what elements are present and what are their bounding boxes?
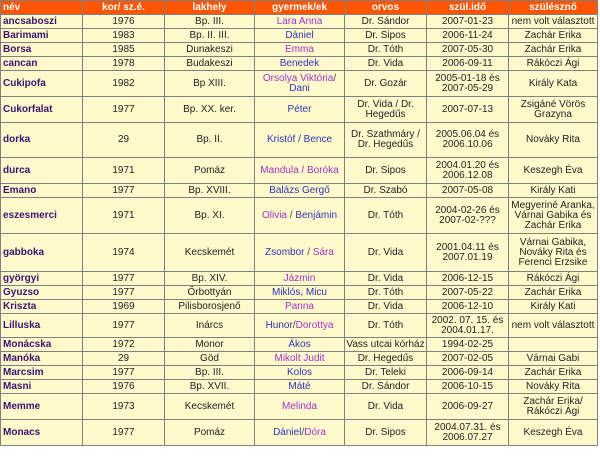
cell-doctor: Dr. Gozár [345,71,427,97]
cell-children [255,394,345,420]
table-row [1,286,598,300]
cell-birth-date: 2007-02-05 [427,352,509,366]
cell-midwife: Várnai Gabika, Nováky Rita és Ferenci Erzsike [509,234,598,272]
child-name: Lara Anna [276,15,323,27]
cell-midwife: Zachár Erika [509,29,598,43]
cell-place: Bp. XIV. [165,272,255,286]
table-row [1,57,598,71]
cell-age: 1973 [83,394,165,420]
cell-name: Barimami [1,29,83,43]
cell-name: dorka [1,123,83,158]
cell-age: 1977 [83,366,165,380]
cell-midwife: Megyeriné Aranka, Várnai Gabika és Zachár Erika [509,198,598,234]
cell-children [255,366,345,380]
cell-place: Bp. II. III. [165,29,255,43]
cell-age: 1977 [83,184,165,198]
cell-age: 1985 [83,43,165,57]
cell-name: Masni [1,380,83,394]
cell-name: Marcsim [1,366,83,380]
cell-place: Bp. III. [165,15,255,29]
child-name: Benjámin [295,209,338,221]
table-row [1,123,598,158]
cell-children [255,43,345,57]
cell-children [255,286,345,300]
child-name: Jázmin [283,272,316,284]
cell-birth-date: 2005-01-18 és 2007-05-29 [427,71,509,97]
cell-doctor: Dr. Szathmáry / Dr. Hegedűs [345,123,427,158]
cell-children [255,29,345,43]
cell-children [255,272,345,286]
cell-name: Cukorfalat [1,97,83,123]
table-row [1,71,598,97]
table-row [1,43,598,57]
child-separator: / [301,426,305,438]
cell-birth-date: 2001.04.11 és 2007.01.19 [427,234,509,272]
cell-birth-date: 2007-07-13 [427,97,509,123]
cell-age: 1976 [83,15,165,29]
child-name: Mandula / Boróka [260,164,339,176]
cell-age: 1976 [83,380,165,394]
table-row [1,272,598,286]
cell-midwife: Keszegh Éva [509,158,598,184]
cell-birth-date: 1994-02-25 [427,338,509,352]
cell-doctor: Dr. Vida [345,234,427,272]
cell-birth-date: 2004.01.20 és 2006.12.08 [427,158,509,184]
cell-age: 1977 [83,314,165,338]
cell-doctor: Dr. Vida [345,394,427,420]
table-row [1,394,598,420]
cell-birth-date: 2007-05-30 [427,43,509,57]
cell-name: ancsaboszi [1,15,83,29]
cell-doctor: Dr. Tóth [345,314,427,338]
cell-place: Kecskemét [165,394,255,420]
header-midwife: szülésznő [509,1,598,15]
header-birth-date: szül.idő [427,1,509,15]
child-name: Emma [285,43,314,55]
cell-midwife: Zachár Erika [509,366,598,380]
cell-age: 1969 [83,300,165,314]
header-name: név [1,1,83,15]
cell-doctor: Dr. Tóth [345,43,427,57]
child-name: Zsombor [265,246,305,258]
table-body [1,15,598,446]
cell-midwife: Zachár Erika [509,43,598,57]
cell-midwife: Király Kata [509,71,598,97]
cell-midwife: Nováky Rita [509,380,598,394]
cell-children [255,158,345,184]
table-row [1,97,598,123]
cell-children [255,71,345,97]
table-row [1,380,598,394]
cell-name: Monácska [1,338,83,352]
table-row [1,314,598,338]
child-name: Kolos [286,366,312,378]
cell-place: Bp. XI. [165,198,255,234]
cell-midwife: Zachár Erika [509,286,598,300]
cell-name: Manóka [1,352,83,366]
cell-birth-date: 2005.06.04 és 2006.10.06 [427,123,509,158]
child-separator: / [333,72,337,84]
cell-age: 1971 [83,198,165,234]
child-name: Dóra [304,426,326,438]
cell-age: 29 [83,352,165,366]
cell-midwife: nem volt választott [509,15,598,29]
cell-doctor: Dr. Vida / Dr. Hegedűs [345,97,427,123]
cell-name: Cukipofa [1,71,83,97]
header-age: kor/ sz.é. [83,1,165,15]
cell-midwife: Rákóczi Ági [509,272,598,286]
cell-doctor: Dr. Tóth [345,286,427,300]
cell-age: 1977 [83,420,165,446]
cell-midwife: Király Kati [509,300,598,314]
header-doctor: orvos [345,1,427,15]
child-separator: / [304,246,313,258]
cell-children [255,338,345,352]
cell-birth-date: 2007-05-22 [427,286,509,300]
cell-age: 1982 [83,71,165,97]
cell-name: cancan [1,57,83,71]
cell-children [255,198,345,234]
cell-doctor: Dr. Sándor [345,15,427,29]
cell-children [255,314,345,338]
cell-children [255,300,345,314]
cell-doctor: Dr. Tóth [345,198,427,234]
cell-birth-date: 2004.07.31. és 2006.07.27 [427,420,509,446]
cell-place: Pomáz [165,420,255,446]
cell-doctor: Dr. Sipos [345,420,427,446]
cell-place: Bp XIII. [165,71,255,97]
cell-children [255,380,345,394]
cell-children [255,184,345,198]
cell-children [255,97,345,123]
cell-name: eszesmerci [1,198,83,234]
cell-birth-date: 2006-12-10 [427,300,509,314]
cell-birth-date: 2006-09-11 [427,57,509,71]
cell-place: Bp. XVII. [165,380,255,394]
cell-birth-date: 2006-10-15 [427,380,509,394]
child-name: Ákos [288,338,311,350]
table-row [1,420,598,446]
child-name: Mikolt Judit [274,352,325,364]
cell-doctor: Dr. Vida [345,272,427,286]
cell-birth-date: 2007-05-08 [427,184,509,198]
cell-doctor: Dr. Vida [345,300,427,314]
header-place: lakhely [165,1,255,15]
child-name: Orsolya Viktória [262,72,334,84]
cell-doctor: Dr. Vida [345,57,427,71]
cell-place: Inárcs [165,314,255,338]
child-name: Péter [287,103,312,115]
cell-children [255,123,345,158]
cell-name: gabboka [1,234,83,272]
cell-midwife: Novàky Rita [509,123,598,158]
cell-birth-date: 2007-01-23 [427,15,509,29]
cell-doctor: Dr. Teleki [345,366,427,380]
cell-midwife: Zsigáné Vörös Grazyna [509,97,598,123]
child-name: Dániel [273,426,302,438]
cell-doctor: Dr. Szabó [345,184,427,198]
child-name: Hunor [265,319,293,331]
cell-birth-date: 2004-02-26 és 2007-02-??? [427,198,509,234]
header-children: gyermek/ek [255,1,345,15]
child-name: Dani [289,82,310,94]
cell-doctor: Dr. Hegedűs [345,352,427,366]
cell-midwife: Keszegh Éva [509,420,598,446]
table-row [1,198,598,234]
cell-doctor: Dr. Sipos [345,158,427,184]
cell-place: Pomáz [165,158,255,184]
cell-doctor: Vass utcai kórház [346,338,425,350]
cell-place: Göd [165,352,255,366]
child-name: Máté [288,380,311,392]
cell-age: 1972 [83,338,165,352]
cell-place: Budakeszi [165,57,255,71]
cell-place: Monor [165,338,255,352]
cell-children [255,420,345,446]
cell-children [255,57,345,71]
table-row [1,15,598,29]
cell-age: 1977 [83,286,165,300]
cell-midwife: Várnai Gabi [509,352,598,366]
cell-age: 1977 [83,97,165,123]
cell-place: Őrbottyán [165,286,255,300]
child-name: Dániel [285,29,314,41]
cell-midwife: Király Kati [509,184,598,198]
child-name: Miklós, Micu [271,286,327,298]
cell-birth-date: 2006-11-24 [427,29,509,43]
cell-name: györgyi [1,272,83,286]
cell-name: Emano [1,184,83,198]
cell-name: Borsa [1,43,83,57]
cell-midwife: Rákóczi Ági [509,57,598,71]
child-separator: / [292,319,296,331]
cell-name: Lilluska [1,314,83,338]
cell-birth-date: 2002. 07. 15. és 2004.01.17. [427,314,509,338]
cell-place: Bp. XX. ker. [165,97,255,123]
cell-name: Gyuzso [1,286,83,300]
cell-age: 1978 [83,57,165,71]
table-row [1,352,598,366]
table-row [1,300,598,314]
child-name: Sára [312,246,334,258]
cell-age: 1974 [83,234,165,272]
table-row [1,158,598,184]
table-row [1,338,598,352]
table-row [1,234,598,272]
cell-age: 1971 [83,158,165,184]
cell-doctor: Dr. Sipos [345,29,427,43]
cell-birth-date: 2006-09-14 [427,366,509,380]
table-header [1,1,598,15]
child-name: Olivia [261,209,287,221]
cell-children [255,234,345,272]
cell-doctor: Dr. Sándor [345,380,427,394]
child-name: Panna [285,300,314,312]
cell-place: Bp. XVIII. [165,184,255,198]
cell-place: Dunakeszi [165,43,255,57]
cell-children [255,15,345,29]
cell-birth-date: 2006-12-15 [427,272,509,286]
cell-children [255,352,345,366]
child-name: Dorottya [295,319,334,331]
child-name: Benedek [279,57,320,69]
cell-name: Monacs [1,420,83,446]
cell-midwife: Zachár Erika/ Rákóczi Ági [509,394,598,420]
cell-birth-date: 2006-09-27 [427,394,509,420]
header-row [1,1,598,15]
cell-age: 1983 [83,29,165,43]
cell-midwife [509,338,598,352]
child-name: Balázs Gergő [269,184,330,196]
table-row [1,29,598,43]
child-name: Melinda [281,400,318,412]
cell-place: Bp. II. [165,123,255,158]
table-row [1,184,598,198]
cell-name: Memme [1,394,83,420]
cell-age: 1977 [83,272,165,286]
cell-name: durca [1,158,83,184]
cell-place: Kecskemét [165,234,255,272]
cell-place: Pilisborosjenő [165,300,255,314]
cell-name: Kriszta [1,300,83,314]
child-name: Kristóf / Bence [266,134,333,145]
child-separator: / [286,209,296,221]
table-row [1,366,598,380]
cell-place: Bp. III. [165,366,255,380]
cell-midwife: nem volt választott [509,314,598,338]
cell-age: 29 [83,123,165,158]
